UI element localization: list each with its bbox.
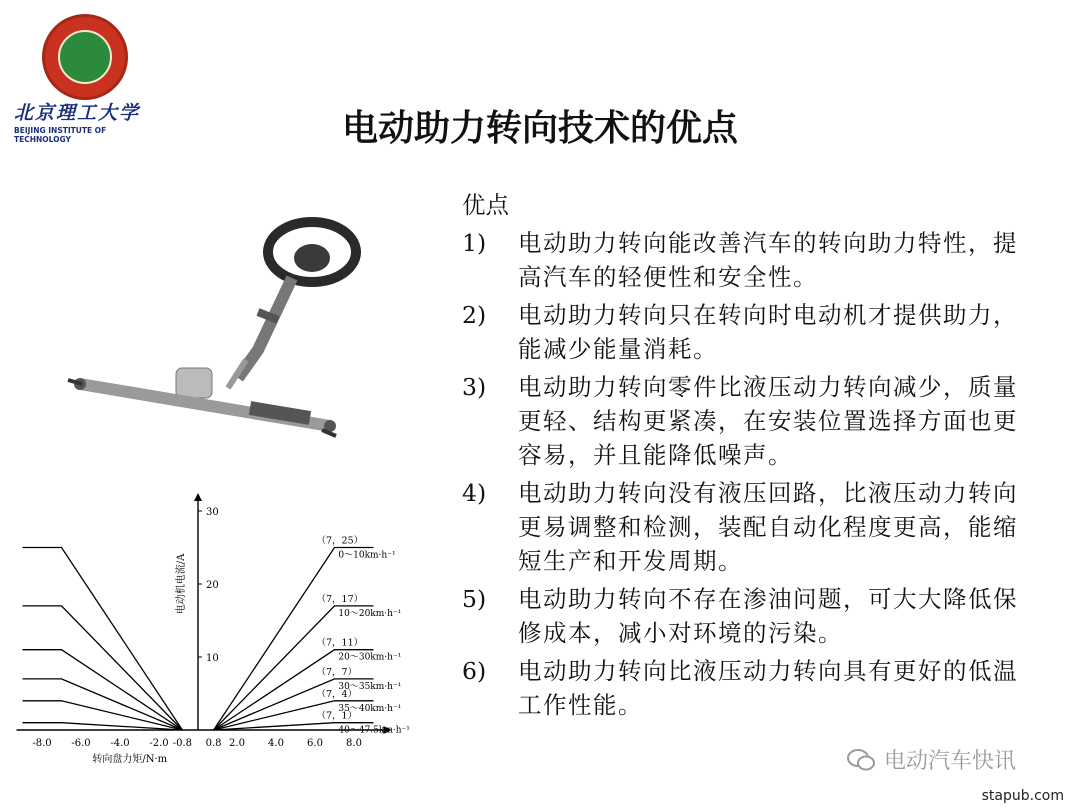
series-name-label: 40～47.5km·h⁻¹ <box>338 725 410 736</box>
university-emblem <box>42 14 128 100</box>
advantage-number: 6) <box>462 657 487 685</box>
y-axis-arrow <box>194 493 202 501</box>
series-point-label: （7，4） <box>316 688 358 700</box>
series-point-label: （7，7） <box>316 666 358 678</box>
x-tick-label: 0.8 <box>205 738 222 749</box>
series-point-label: （7，25） <box>316 535 364 547</box>
x-tick-label: -6.0 <box>71 738 91 749</box>
y-tick-label: 20 <box>206 580 219 591</box>
advantage-text: 电动助力转向没有液压回路，比液压动力转向更易调整和检测，装配自动化程度更高，能缩短生产和开发周期。 <box>518 479 1018 575</box>
footer-source: stapub.com <box>981 788 1064 804</box>
series-name-label: 0～10km·h⁻¹ <box>338 550 396 561</box>
x-tick-label: -0.8 <box>172 738 193 749</box>
watermark-text: 电动汽车快讯 <box>884 749 1017 774</box>
series-point-label: （7，17） <box>316 593 364 605</box>
advantage-text: 电动助力转向零件比液压动力转向减少，质量更轻、结构更紧凑，在安装位置选择方面也更容易，并且能降低噪声。 <box>518 373 1018 469</box>
advantage-item <box>462 654 1062 722</box>
advantage-item <box>462 476 1062 578</box>
x-tick-label: 2.0 <box>229 738 245 749</box>
logo-name-cn: 北京理工大学 <box>14 102 141 124</box>
x-tick-label: 6.0 <box>307 738 323 749</box>
series-line-left <box>23 606 183 730</box>
advantage-number: 2) <box>462 301 487 329</box>
series-name-label: 20～30km·h⁻¹ <box>338 652 402 663</box>
advantage-number: 1) <box>462 229 487 257</box>
advantages-section <box>462 188 1062 722</box>
advantage-item <box>462 298 1062 366</box>
advantage-text: 电动助力转向比液压动力转向具有更好的低温工作性能。 <box>518 657 1018 719</box>
series-point-label: （7，11） <box>316 637 364 649</box>
advantages-heading: 优点 <box>462 191 509 219</box>
advantage-number: 4) <box>462 479 487 507</box>
series-point-label: （7，1） <box>316 710 358 722</box>
wechat-icon <box>846 747 876 773</box>
wechat-watermark <box>846 744 1016 775</box>
advantage-text: 电动助力转向不存在渗油问题，可大大降低保修成本，减小对环境的污染。 <box>518 585 1018 647</box>
current-torque-chart <box>32 490 440 775</box>
x-tick-label: 8.0 <box>346 738 362 749</box>
series-line-left <box>23 548 183 731</box>
y-tick-label: 30 <box>206 507 219 518</box>
x-tick-label: 4.0 <box>268 738 284 749</box>
advantage-text: 电动助力转向能改善汽车的转向助力特性，提高汽车的轻便性和安全性。 <box>518 229 1018 291</box>
advantage-item <box>462 370 1062 472</box>
x-axis-label: 转向盘力矩/N·m <box>92 754 168 765</box>
slide-title: 电动助力转向技术的优点 <box>341 108 738 149</box>
series-name-label: 10～20km·h⁻¹ <box>338 608 402 619</box>
series-name-label: 30～35km·h⁻¹ <box>338 681 402 692</box>
y-tick-label: 10 <box>206 653 219 664</box>
y-axis-label: 电动机电流/A <box>176 553 187 615</box>
series-name-label: 35～40km·h⁻¹ <box>338 703 402 714</box>
x-tick-label: -2.0 <box>149 738 169 749</box>
advantage-item <box>462 226 1062 294</box>
x-tick-label: -8.0 <box>32 738 52 749</box>
advantage-number: 3) <box>462 373 487 401</box>
x-tick-label: -4.0 <box>110 738 130 749</box>
series-line-left <box>23 650 183 730</box>
advantage-number: 5) <box>462 585 487 613</box>
logo-name-en: BEIJING INSTITUTE OF TECHNOLOGY <box>14 126 107 144</box>
steering-system-image <box>60 200 400 460</box>
advantage-text: 电动助力转向只在转向时电动机才提供助力，能减少能量消耗。 <box>518 301 1018 363</box>
advantage-item <box>462 582 1062 650</box>
